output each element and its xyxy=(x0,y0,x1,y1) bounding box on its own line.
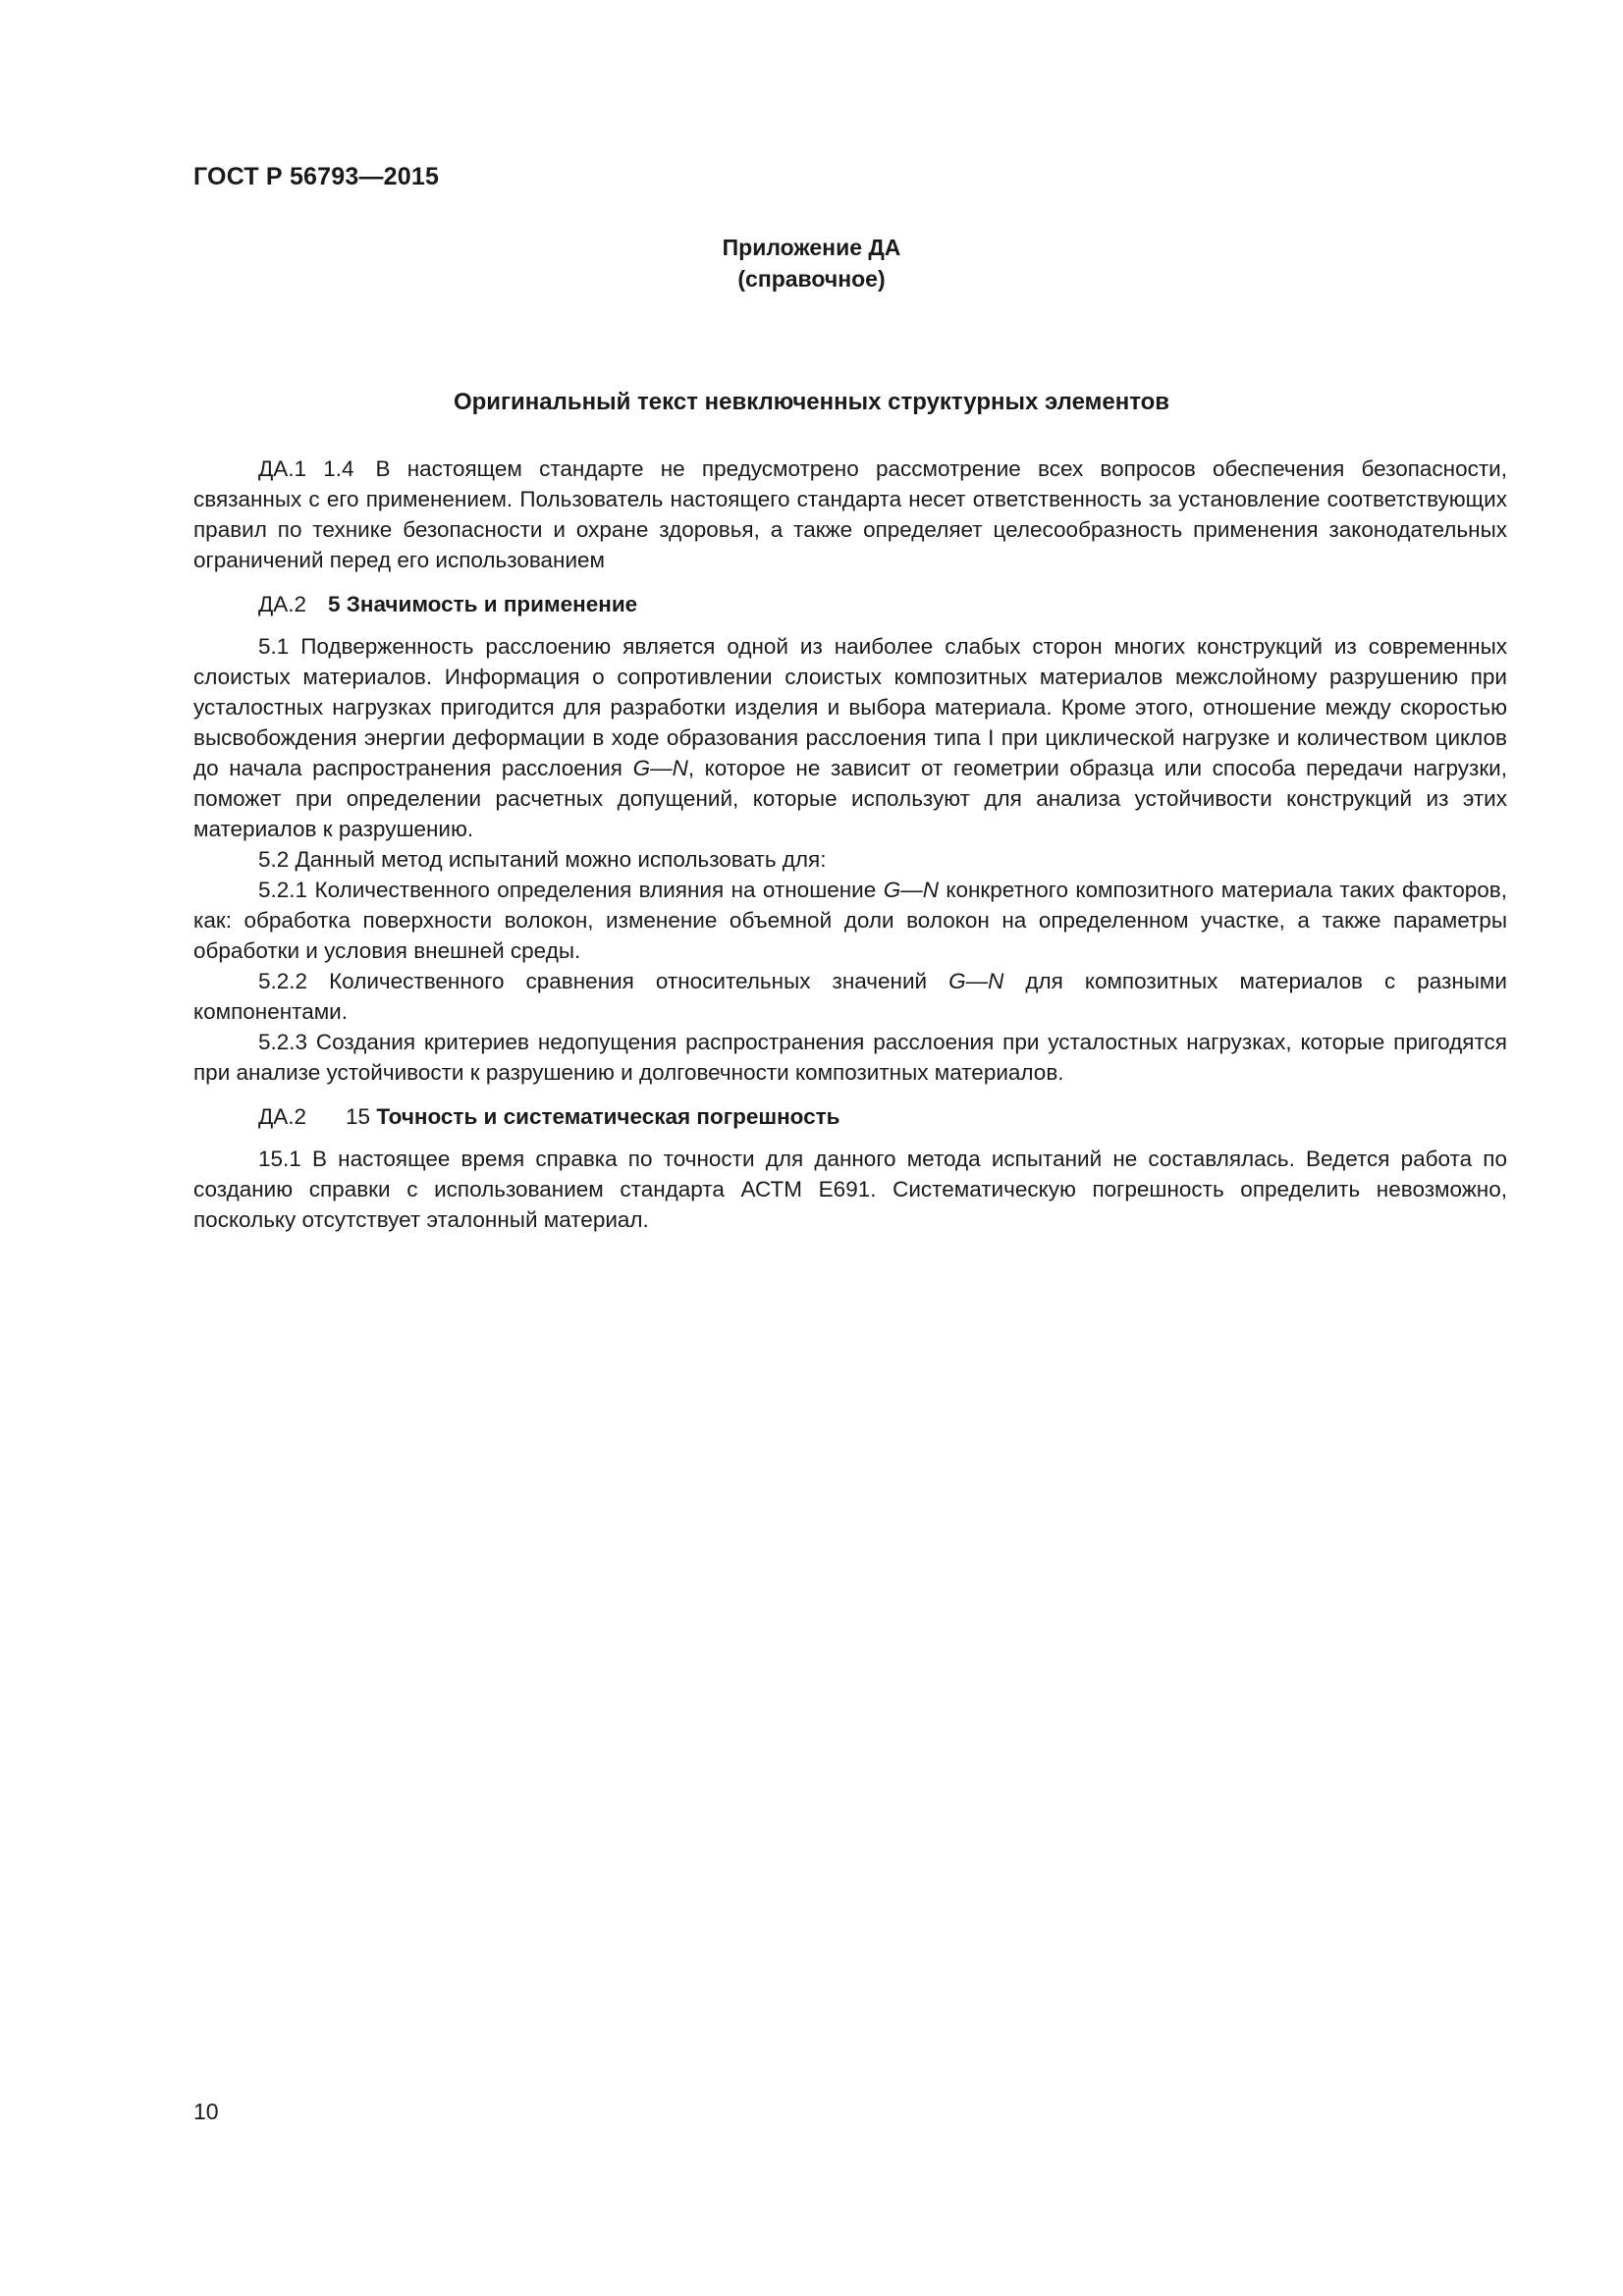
paragraph-number: 5.2 xyxy=(258,847,290,872)
italic-term: G—N xyxy=(632,756,688,780)
paragraph-text: Подверженность расслоению является одной из наиболее слабых сторон многих конструкций из современных слоистых материалов. Информация о сопротивлении слоистых композитных материалов межслойному разрушению при усталостных нагрузках пригодится для разработки изделия и выбора материала. Кроме этого, отношение между скоростью высвобождения энергии деформации в ходе образования расслоения типа I при циклической нагрузке и количеством циклов до начала распространения расслоения xyxy=(193,634,1507,780)
paragraph-text: Создания критериев недопущения распространения расслоения при усталостных нагрузках, которые пригодятся при анализе устойчивости к разрушению и долговечности композитных материалов. xyxy=(193,1030,1507,1085)
annex-title: Оригинальный текст невключенных структурных элементов xyxy=(453,389,1170,415)
paragraph-5-2-2 xyxy=(193,966,1507,1027)
section-heading-15 xyxy=(193,1101,1507,1132)
paragraph-text: Количественного сравнения относительных значений xyxy=(329,969,928,993)
heading-number: ДА.2 xyxy=(258,592,307,616)
heading-title: Значимость и применение xyxy=(346,592,638,616)
document-code: ГОСТ Р 56793—2015 xyxy=(193,163,440,190)
italic-term: G—N xyxy=(883,878,939,902)
paragraph-text-continued: , которое не зависит от геометрии образца или способа передачи нагрузки, поможет при определении расчетных допущений, которые используют для анализа устойчивости конструкций из этих материалов к разрушению. xyxy=(193,756,1507,841)
page-number: 10 xyxy=(193,2099,219,2124)
annex-heading xyxy=(0,232,1623,294)
paragraph-text: Данный метод испытаний можно использовать для: xyxy=(295,847,827,872)
paragraph-da-1-1-4 xyxy=(193,454,1507,575)
paragraph-text: В настоящем стандарте не предусмотрено рассмотрение всех вопросов обеспечения безопасности, связанных с его применением. Пользователь настоящего стандарта несет ответственность за установление соответствующих правил по технике безопасности и охране здоровья, а также определяет целесообразность применения законодательных ограничений перед его использованием xyxy=(193,456,1507,572)
heading-section-number: 5 xyxy=(328,592,341,616)
paragraph-15-1 xyxy=(193,1144,1507,1235)
paragraph-number: ДА.1 1.4 xyxy=(258,456,354,481)
paragraph-number: 5.1 xyxy=(258,634,290,659)
paragraph-number: 5.2.2 xyxy=(258,969,308,993)
document-body xyxy=(193,454,1507,1235)
paragraph-text: Количественного определения влияния на отношение xyxy=(314,878,877,902)
paragraph-number: 5.2.3 xyxy=(258,1030,308,1054)
paragraph-5-2-3 xyxy=(193,1027,1507,1088)
annex-label: Приложение ДА xyxy=(722,235,901,260)
paragraph-number: 15.1 xyxy=(258,1147,301,1171)
section-heading-5 xyxy=(193,589,1507,619)
italic-term: G—N xyxy=(948,969,1004,993)
heading-number: ДА.2 xyxy=(258,1104,307,1129)
annex-type: (справочное) xyxy=(737,266,886,292)
heading-section-number: 15 xyxy=(346,1104,371,1129)
paragraph-text-continued: для композитных материалов с разными компонентами. xyxy=(193,969,1507,1024)
paragraph-5-2 xyxy=(193,844,1507,875)
heading-title: Точность и систематическая погрешность xyxy=(376,1104,840,1129)
paragraph-number: 5.2.1 xyxy=(258,878,308,902)
paragraph-text-continued: конкретного композитного материала таких факторов, как: обработка поверхности волокон, изменение объемной доли волокон на определенном участке, а также параметры обработки и условия внешней среды. xyxy=(193,878,1507,963)
paragraph-5-2-1 xyxy=(193,875,1507,966)
paragraph-5-1 xyxy=(193,631,1507,844)
paragraph-text: В настоящее время справка по точности для данного метода испытаний не составлялась. Ведется работа по созданию справки с использованием стандарта АСТМ Е691. Систематическую погрешность определить невозможно, поскольку отсутствует эталонный материал. xyxy=(193,1147,1507,1232)
